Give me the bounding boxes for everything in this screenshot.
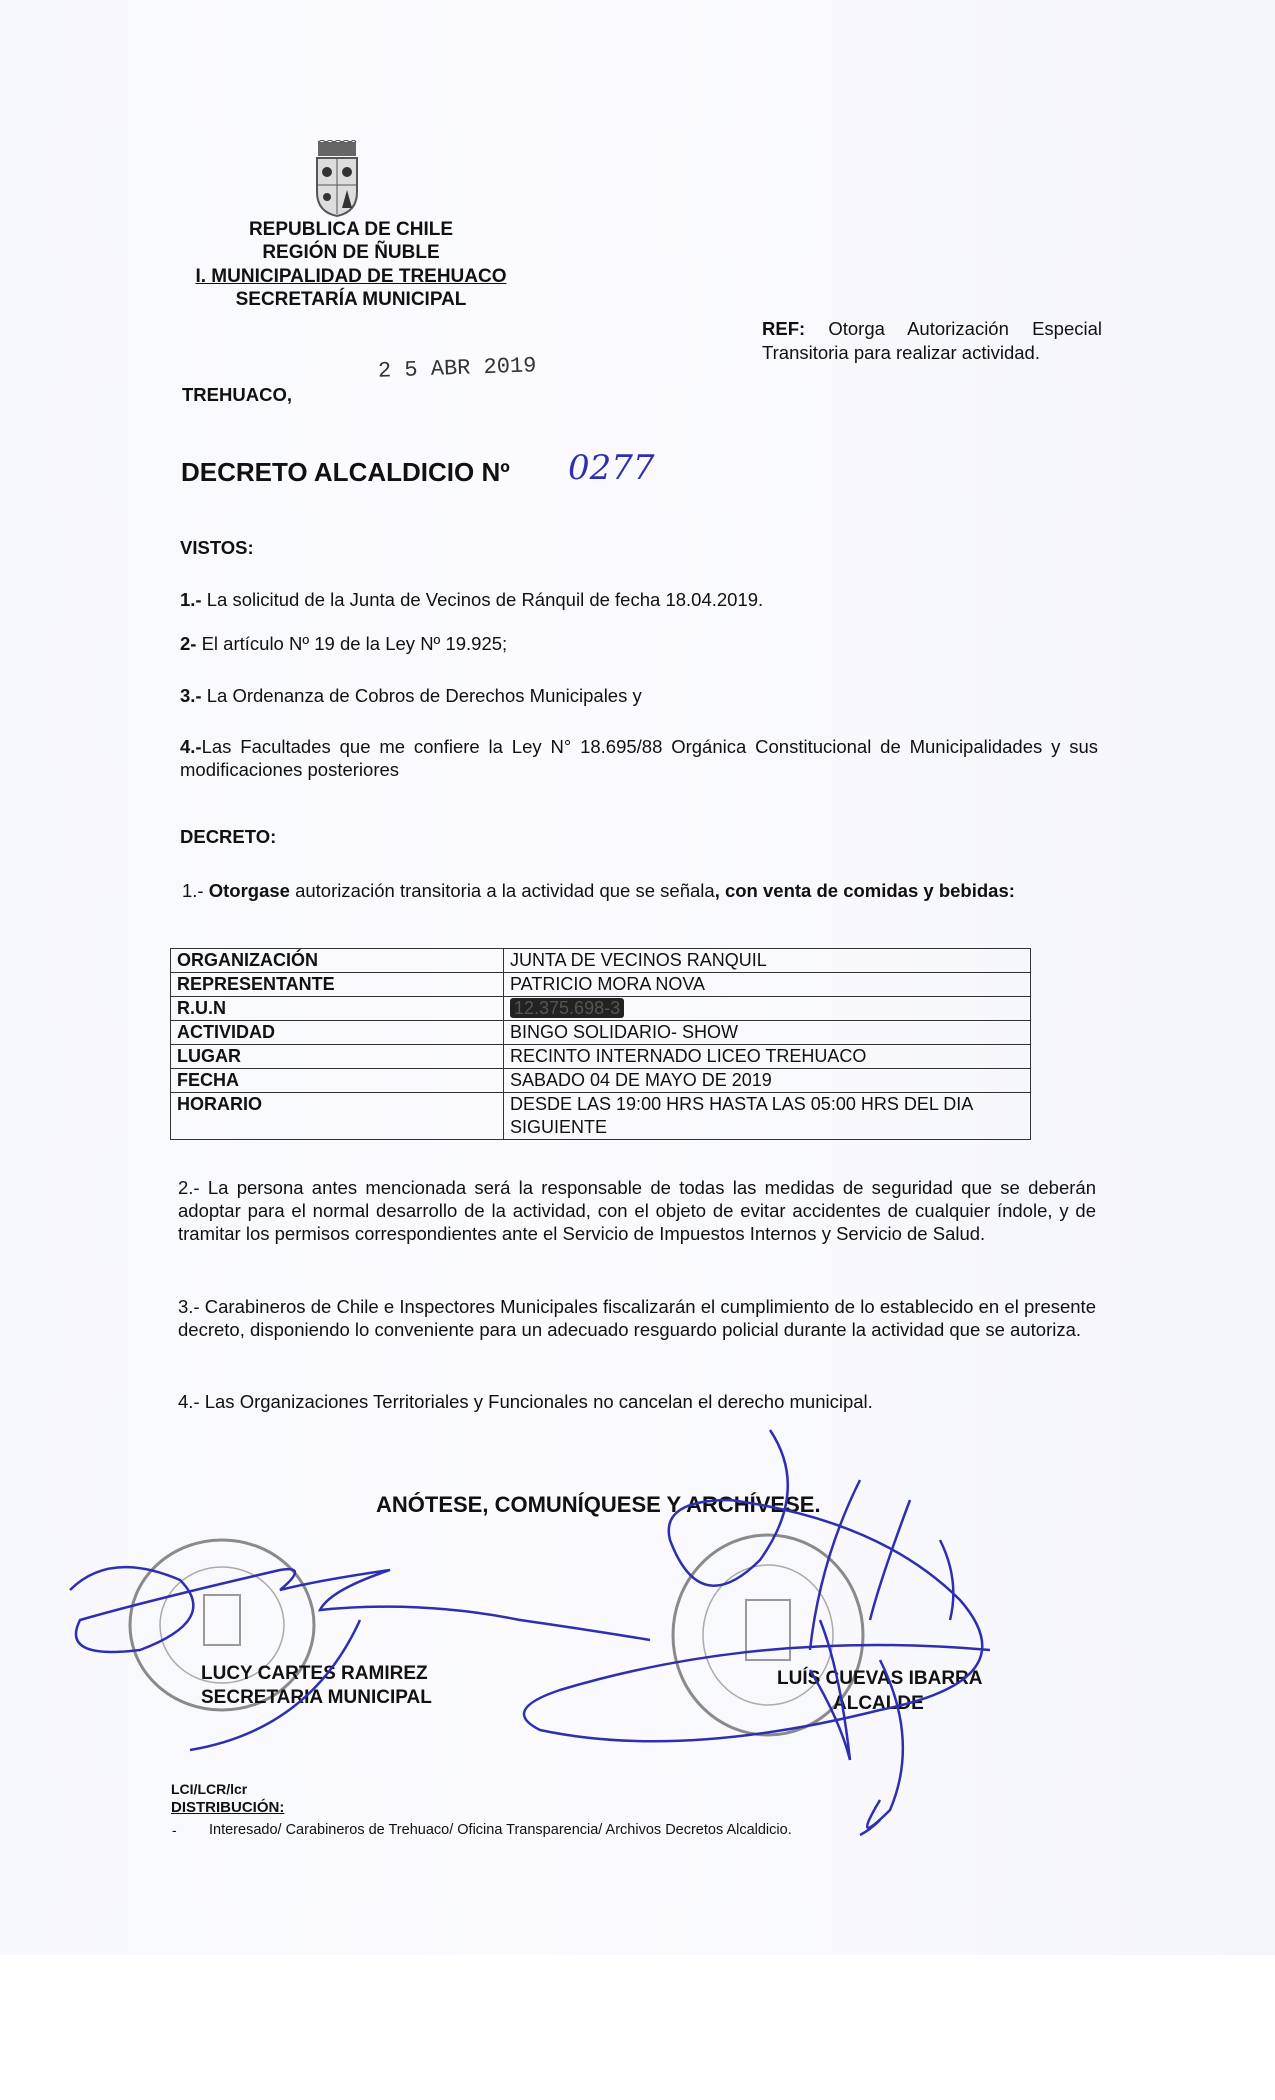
vistos-item: 3.- La Ordenanza de Cobros de Derechos Municipales y [180,685,642,706]
distribution-list: Interesado/ Carabineros de Trehuaco/ Oficina Transparencia/ Archivos Decretos Alcaldicio. [209,1822,792,1838]
distribution-underline-stroke [860,1820,880,1835]
initials-reference: LCI/LCR/lcr [171,1781,248,1797]
distribution-bullet: - [172,1822,177,1838]
decree-number-handwritten: 0277 [568,448,655,488]
reference-line1 [762,318,1102,340]
secretary-name: LUCY CARTES RAMIREZ [201,1663,428,1684]
table-row: LUGAR RECINTO INTERNADO LICEO TREHUACO [171,1045,1031,1069]
header-region: REGIÓN DE ÑUBLE [262,242,440,263]
decreto-paragraph-3: 3.- Carabineros de Chile e Inspectores Municipales fiscalizarán el cumplimiento de lo establecido en el presente decreto, disponiendo lo conveniente para un adecuado resguardo policial durante la actividad que se autoriza. [178,1296,1096,1340]
secretary-signature [70,1567,650,1652]
date-stamp: 2 5 ABR 2019 [377,353,537,384]
vistos-item: 1.- La solicitud de la Junta de Vecinos de Ránquil de fecha 18.04.2019. [180,589,764,610]
secretary-title: SECRETARIA MUNICIPAL [201,1687,432,1708]
table-row: ORGANIZACIÓN JUNTA DE VECINOS RANQUIL [171,949,1031,973]
reference-line2: Transitoria para realizar actividad. [762,342,1040,363]
ref-text-1: Otorga Autorización Especial [828,318,1102,339]
page-title: DECRETO ALCALDICIO Nº [181,457,510,487]
redacted-run: 12.375.698-3 [510,998,624,1018]
coat-of-arms-logo [312,140,362,218]
mayor-title: ALCALDE [833,1693,924,1714]
secretary-signature-tail [190,1620,360,1750]
table-row: R.U.N 12.375.698-3 [171,997,1031,1021]
place: TREHUACO, [182,384,292,405]
ref-label: REF: [762,318,806,339]
vistos-item: 4.-Las Facultades que me confiere la Ley N° 18.695/88 Orgánica Constitucional de Municipalidades y sus modificaciones posteriores [180,736,1098,780]
header-country: REPUBLICA DE CHILE [248,219,454,240]
table-row: HORARIO DESDE LAS 19:00 HRS HASTA LAS 05:00 HRS DEL DIA SIGUIENTE [171,1093,1031,1140]
header-department: SECRETARÍA MUNICIPAL [235,289,467,310]
table-row: FECHA SABADO 04 DE MAYO DE 2019 [171,1069,1031,1093]
mayor-signature [524,1430,990,1828]
header-municipality: I. MUNICIPALIDAD DE TREHUACO [195,266,507,287]
table-row: REPRESENTANTE PATRICIO MORA NOVA [171,973,1031,997]
decreto-paragraph-1: 1.- Otorgase autorización transitoria a la actividad que se señala, con venta de comidas y bebidas: [182,880,1015,901]
closing-formula: ANÓTESE, COMUNÍQUESE Y ARCHÍVESE. [376,1492,821,1517]
mayor-name: LUÍS CUEVAS IBARRA [777,1668,983,1689]
decreto-paragraph-2: 2.- La persona antes mencionada será la responsable de todas las medidas de seguridad que se deberán adoptar para el normal desarrollo de la actividad, con el objeto de evitar accidentes de cualquier índole, y de tramitar los permisos correspondientes ante el Servicio de Impuestos Internos y Servicio de Salud. [178,1177,1096,1244]
vistos-heading: VISTOS: [180,537,254,558]
decreto-heading: DECRETO: [180,826,277,847]
table-row: ACTIVIDAD BINGO SOLIDARIO- SHOW [171,1021,1031,1045]
activity-details-table [170,948,1031,1140]
distribution-label: DISTRIBUCIÓN: [171,1799,285,1816]
vistos-item: 2- El artículo Nº 19 de la Ley Nº 19.925; [180,633,508,654]
decreto-paragraph-4: 4.- Las Organizaciones Territoriales y Funcionales no cancelan el derecho municipal. [178,1391,873,1412]
